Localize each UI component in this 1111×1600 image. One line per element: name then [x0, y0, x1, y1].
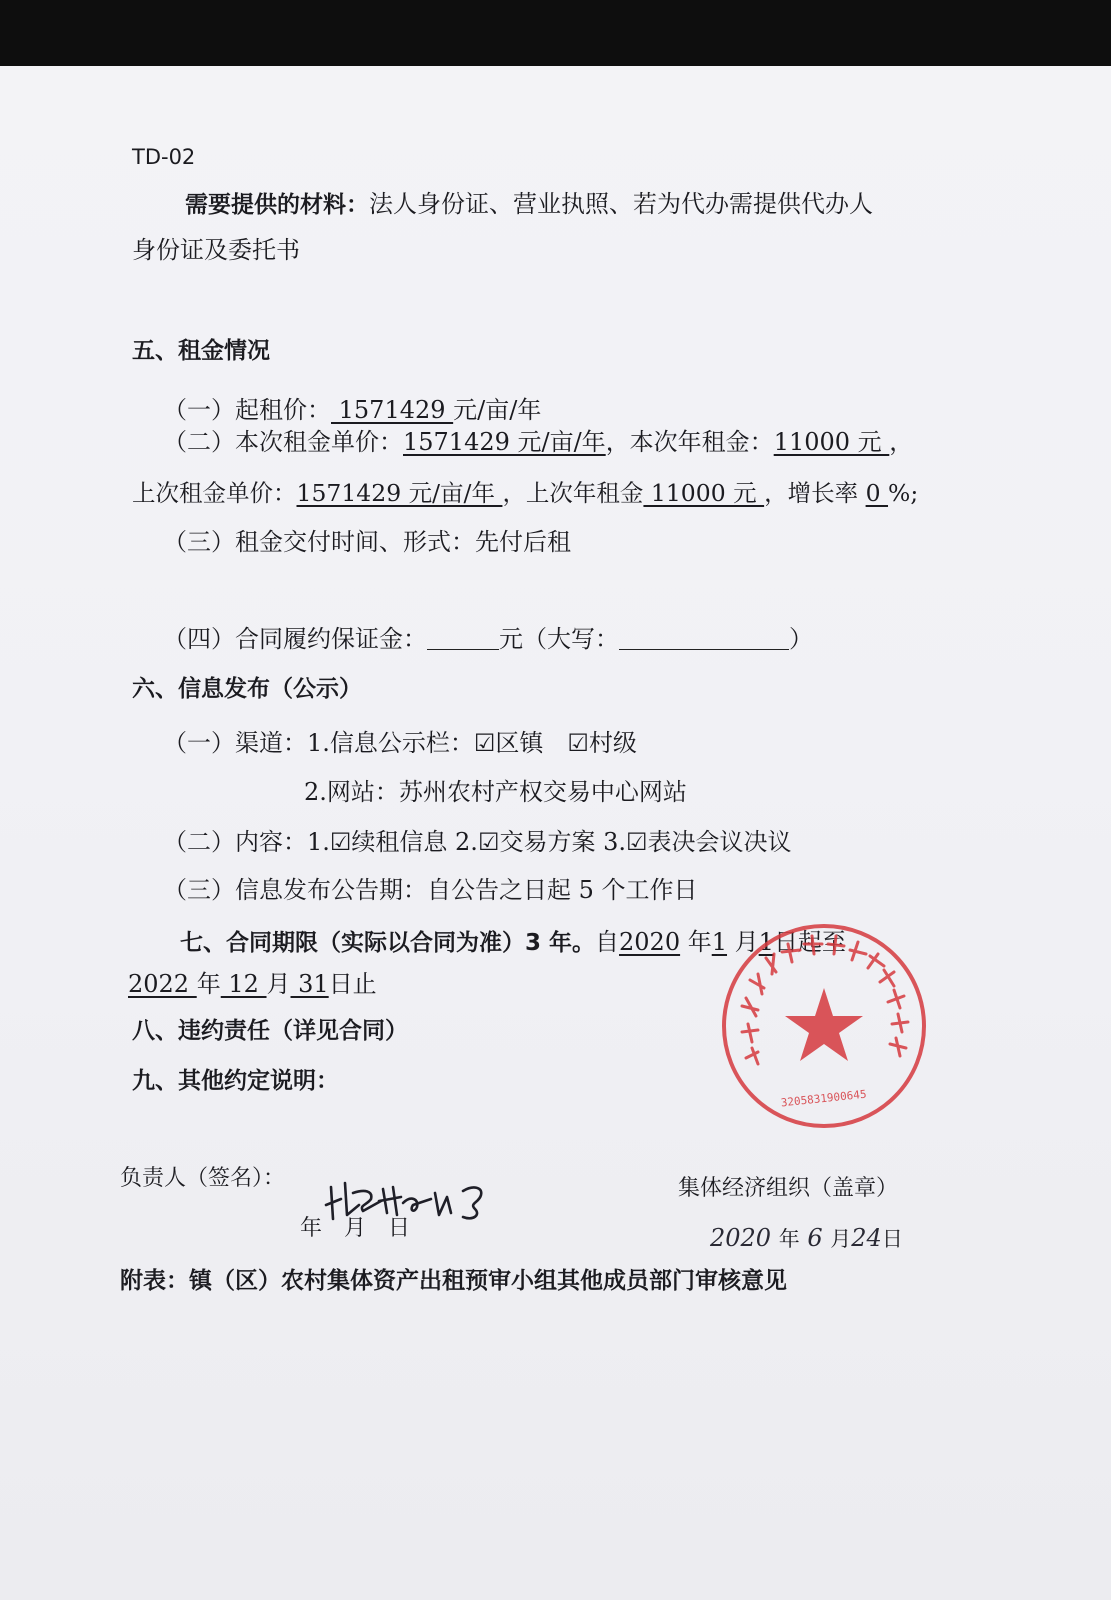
current-rent-label: ，本次年租金： [605, 428, 774, 456]
rent-item-1 [163, 398, 541, 422]
section-8-title: 八、违约责任（详见合同） [132, 1018, 408, 1044]
org-date-year: 2020 [710, 1224, 772, 1252]
rent-item-2 [163, 430, 913, 454]
materials-text-1: 法人身份证、营业执照、若为代办需提供代办人 [369, 190, 873, 218]
announcement-period: （三）信息发布公告期：自公告之日起 5 个工作日 [163, 876, 698, 904]
start-year: 2020 [619, 928, 681, 956]
deposit-close: ） [789, 625, 813, 653]
day-char: 日 [881, 1227, 903, 1251]
signature-date-template: 年 月 日 [300, 1216, 411, 1241]
responsible-person-label: 负责人（签名）： [120, 1166, 286, 1191]
start-month: 1 [711, 928, 728, 956]
start-rent-value: 1571429 [331, 396, 454, 424]
rent-item-4 [163, 627, 813, 651]
deposit-label: （四）合同履约保证金： [163, 625, 427, 653]
content-line: （二）内容：1.☑续租信息 2.☑交易方案 3.☑表决会议决议 [163, 828, 792, 856]
channel-line: （一）渠道：1.信息公示栏：☑区镇 ☑村级 [163, 729, 637, 757]
materials-label: 需要提供的材料： [185, 192, 369, 218]
appendix-line: 附表：镇（区）农村集体资产出租预审小组其他成员部门审核意见 [120, 1268, 787, 1294]
materials-line-2: 身份证及委托书 [132, 236, 300, 264]
end-year: 2022 [128, 970, 197, 998]
month-char: 月 [734, 928, 759, 956]
last-unit-price-label: 上次租金单价： [132, 479, 297, 507]
from-label: 自 [595, 928, 620, 956]
deposit-capital-blank [619, 629, 789, 650]
end-label: 日止 [328, 970, 377, 998]
last-rent-value: 11000 元 [643, 479, 765, 507]
end-month: 12 [220, 970, 267, 998]
contract-term-label: 七、合同期限（实际以合同为准）3 年。 [180, 930, 596, 956]
last-rent-label: ，上次年租金 [502, 479, 644, 507]
growth-rate-value: 0 [865, 479, 889, 507]
section-6-title: 六、信息发布（公示） [132, 676, 362, 702]
org-date [710, 1226, 903, 1250]
current-unit-price-value: 1571429 元/亩/年 [403, 428, 606, 456]
end-day: 31 [290, 970, 329, 998]
year-char: 年 [196, 970, 221, 998]
deposit-blank [427, 629, 499, 650]
signature [323, 1175, 508, 1225]
month-char: 月 [266, 970, 291, 998]
start-rent-label: （一）起租价： [163, 396, 331, 424]
deposit-capital-label: 元（大写： [499, 625, 619, 653]
org-stamp-label: 集体经济组织（盖章） [678, 1176, 899, 1201]
section-9-title: 九、其他约定说明： [132, 1068, 339, 1094]
start-day: 1 [758, 928, 774, 956]
website-line: 2.网站：苏州农村产权交易中心网站 [304, 778, 687, 806]
doc-code: TD-02 [132, 145, 196, 169]
year-char: 年 [687, 928, 712, 956]
growth-label: ，增长率 [764, 479, 866, 507]
year-char: 年 [778, 1227, 800, 1251]
current-rent-value: 11000 元 [773, 428, 890, 456]
last-unit-price-value: 1571429 元/亩/年 [296, 479, 503, 507]
percent: %; [888, 479, 919, 507]
org-date-day: 24 [851, 1224, 882, 1252]
official-seal [718, 920, 930, 1132]
comma: ， [889, 428, 914, 456]
contract-end-line [128, 972, 377, 996]
rent-item-3: （三）租金交付时间、形式：先付后租 [163, 528, 571, 556]
month-char: 月 [830, 1227, 852, 1251]
materials-line-1 [185, 192, 873, 217]
rent-item-2-line-2 [132, 479, 919, 507]
current-unit-price-label: （二）本次租金单价： [163, 428, 403, 456]
seal-number: 3205831900645 [780, 1087, 868, 1110]
start-rent-unit: 元/亩/年 [453, 396, 542, 424]
section-5-title: 五、租金情况 [132, 338, 270, 364]
org-date-month: 6 [807, 1224, 823, 1252]
start-to-label: 日起至 [773, 928, 846, 956]
